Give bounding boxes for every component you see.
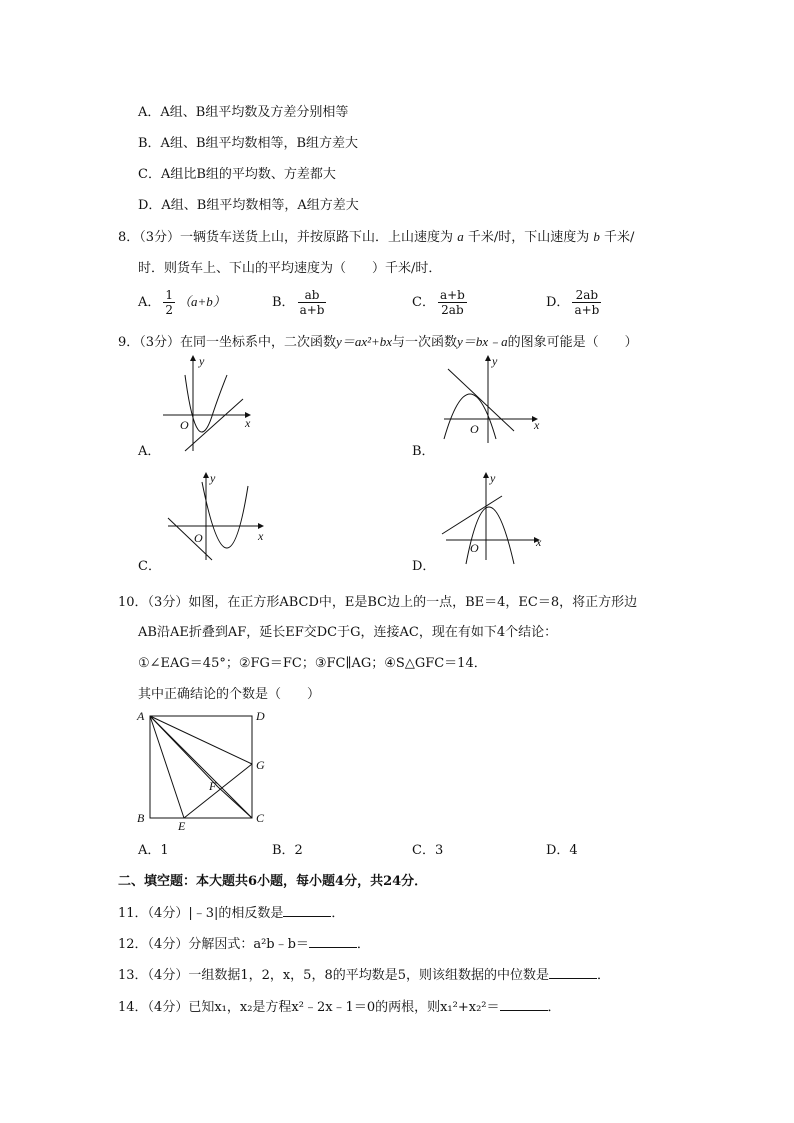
q8-option-c-prefix: C．	[412, 295, 435, 310]
q9-label-b: B．	[412, 444, 435, 459]
q8-stem-text3: 千米/	[604, 230, 635, 245]
q12-text: 12．（4分）分解因式：a²b﹣b＝	[118, 937, 309, 952]
q9-func-quadratic: y＝ax²+bx	[336, 334, 393, 349]
q11	[118, 904, 344, 923]
q10-label-e: E	[178, 819, 186, 833]
q9-graph-c	[162, 472, 272, 562]
q9-label-d: D．	[412, 559, 436, 574]
q9-graph-d-y-label: y	[490, 471, 496, 485]
q9-graph-d	[440, 472, 550, 562]
q9-graph-b-x-label: x	[534, 418, 540, 432]
q8-option-d-prefix: D．	[546, 295, 570, 310]
q10-label-f: F	[209, 779, 217, 793]
q8-option-c	[412, 288, 470, 317]
q9-graph-b-y-label: y	[492, 354, 498, 368]
q13-text: 13．（4分）一组数据1，2，x，5，8的平均数是5，则该组数据的中位数是	[118, 968, 549, 983]
q8-option-d-den: a+b	[574, 303, 600, 317]
q8-option-b	[272, 288, 329, 317]
q12	[118, 935, 370, 954]
q9-graph-c-y-label: y	[210, 471, 216, 485]
q9-stem-text3: 的图象可能是（ ）	[507, 335, 638, 350]
q8-option-b-fraction	[298, 288, 327, 317]
q8-stem-text2: 千米/时，下山速度为	[467, 230, 590, 245]
q10-stem-line1: 10．（3分）如图，在正方形ABCD中，E是BC边上的一点，BE＝4，EC＝8，将正方形边	[118, 595, 638, 610]
q8-option-c-den: 2ab	[441, 303, 464, 317]
q8-option-a-prefix: A．	[138, 295, 161, 310]
q9-graph-d-origin: O	[470, 541, 479, 555]
q8-option-b-den: a+b	[299, 303, 325, 317]
q10-stem-line3: ①∠EAG＝45°；②FG＝FC；③FC∥AG；④S△GFC＝14．	[138, 656, 487, 671]
q9-graph-a-x-label: x	[245, 416, 251, 430]
q8-var-b: b	[593, 229, 600, 244]
q8-option-b-prefix: B．	[272, 295, 295, 310]
q8-option-a-den: 2	[165, 303, 174, 317]
q10-stem-line2: AB沿AE折叠到AF，延长EF交DC于G，连接AC，现在有如下4个结论：	[138, 625, 558, 640]
q10-option-d: D．4	[546, 843, 578, 858]
q8-option-c-fraction	[438, 288, 467, 317]
q8-option-a-fraction	[163, 288, 175, 317]
q8-option-b-num: ab	[298, 288, 327, 303]
q10-label-g: G	[256, 758, 265, 772]
q9-stem-text2: 与一次函数	[392, 335, 458, 350]
q14-end: ．	[547, 1000, 561, 1015]
q8-option-c-num: a+b	[439, 288, 465, 302]
q10-option-a: A．1	[138, 843, 169, 858]
q9-graph-a-y-label: y	[199, 354, 205, 368]
q9-stem	[118, 333, 638, 352]
q14-answer-blank[interactable]	[500, 998, 548, 1011]
q11-text: 11．（4分）|﹣3|的相反数是	[118, 906, 284, 921]
q8-option-a-num: 1	[165, 288, 174, 302]
q10-label-d: D	[256, 709, 265, 723]
q8-option-d-num: 2ab	[572, 288, 601, 303]
q9-graph-b	[430, 355, 545, 445]
q10-label-b: B	[137, 811, 145, 825]
q14-text: 14．（4分）已知x₁，x₂是方程x²﹣2x﹣1＝0的两根，则x₁²+x₂²＝	[118, 1000, 500, 1015]
q10-square-figure	[136, 706, 276, 836]
q10-label-a: A	[137, 709, 145, 723]
q13-answer-blank[interactable]	[549, 966, 597, 979]
q10-label-c: C	[256, 811, 265, 825]
q13	[118, 966, 610, 985]
q7-option-c: C．A组比B组的平均数、方差都大	[138, 167, 336, 182]
q8-option-d	[546, 288, 604, 317]
q8-option-a-suffix: （a+b）	[178, 294, 226, 309]
q9-func-linear: y＝bx﹣a	[457, 334, 508, 349]
q9-stem-text1: 9．（3分）在同一坐标系中，二次函数	[118, 335, 337, 350]
q11-end: ．	[331, 906, 345, 921]
q12-answer-blank[interactable]	[309, 935, 357, 948]
q10-option-c: C．3	[412, 843, 444, 858]
q8-stem-line1	[118, 228, 634, 247]
q9-graph-c-origin: O	[194, 531, 203, 545]
q8-option-a	[138, 288, 226, 317]
q9-graph-c-x-label: x	[258, 529, 264, 543]
q14	[118, 998, 561, 1017]
q8-stem-text1: 8．（3分）一辆货车送货上山，并按原路下山．上山速度为	[118, 230, 454, 245]
q7-option-a: A．A组、B组平均数及方差分别相等	[138, 105, 349, 120]
q8-option-d-fraction	[572, 288, 601, 317]
q9-graph-a-origin: O	[180, 418, 189, 432]
q11-answer-blank[interactable]	[283, 904, 331, 917]
q13-end: ．	[597, 968, 611, 983]
section2-title: 二、填空题：本大题共6小题，每小题4分，共24分．	[118, 874, 428, 889]
q9-graph-b-origin: O	[470, 422, 479, 436]
q10-stem-line4: 其中正确结论的个数是（ ）	[138, 687, 321, 702]
q9-label-a: A．	[138, 444, 161, 459]
q7-option-d: D．A组、B组平均数相等，A组方差大	[138, 198, 359, 213]
q9-label-c: C．	[138, 559, 161, 574]
q7-option-b: B．A组、B组平均数相等，B组方差大	[138, 136, 359, 151]
q8-var-a: a	[457, 229, 464, 244]
q10-option-b: B．2	[272, 843, 303, 858]
q8-stem-line2: 时．则货车上、下山的平均速度为（ ）千米/时．	[138, 261, 442, 276]
q9-graph-d-x-label: x	[536, 535, 542, 549]
q9-graph-a	[155, 355, 255, 455]
q12-end: ．	[356, 937, 370, 952]
